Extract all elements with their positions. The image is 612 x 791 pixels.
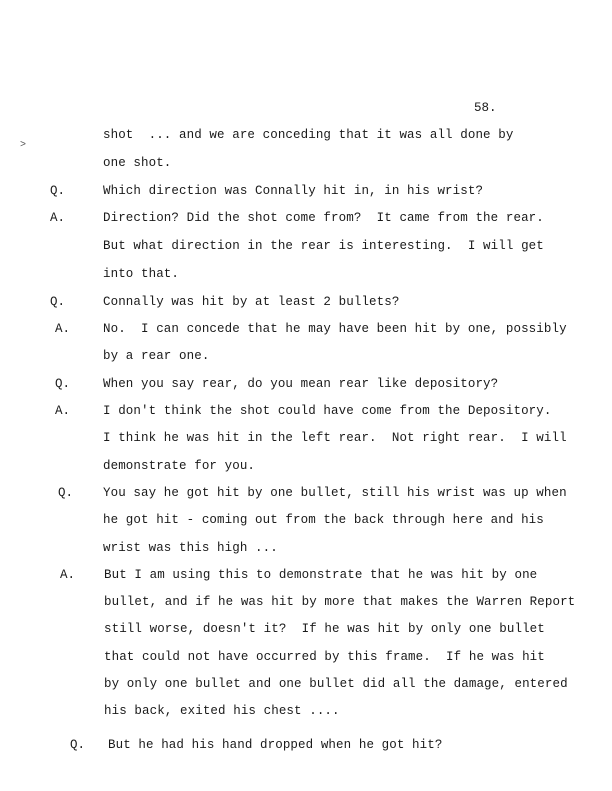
transcript-line: into that. xyxy=(103,267,180,281)
transcript-line: I don't think the shot could have come from the Depository. xyxy=(103,404,552,418)
transcript-line: still worse, doesn't it? If he was hit by only one bullet xyxy=(104,622,545,636)
transcript-line: he got hit - coming out from the back through here and his xyxy=(103,513,544,527)
transcript-line: that could not have occurred by this frame. If he was hit xyxy=(104,650,545,664)
speaker-q: Q. xyxy=(50,184,66,198)
transcript-line: his back, exited his chest .... xyxy=(104,704,340,718)
transcript-line: You say he got hit by one bullet, still his wrist was up when xyxy=(103,486,567,500)
transcript-line: demonstrate for you. xyxy=(103,459,256,473)
transcript-line: Which direction was Connally hit in, in his wrist? xyxy=(103,184,484,198)
transcript-line: But he had his hand dropped when he got hit? xyxy=(108,738,443,752)
page-number: 58. xyxy=(474,101,497,115)
transcript-line: bullet, and if he was hit by more that makes the Warren Report xyxy=(104,595,576,609)
speaker-q: Q. xyxy=(70,738,86,752)
transcript-line: But I am using this to demonstrate that he was hit by one xyxy=(104,568,538,582)
transcript-line: Direction? Did the shot come from? It came from the rear. xyxy=(103,211,544,225)
transcript-line: When you say rear, do you mean rear like depository? xyxy=(103,377,499,391)
speaker-a: A. xyxy=(55,322,71,336)
speaker-q: Q. xyxy=(58,486,74,500)
transcript-line: But what direction in the rear is interesting. I will get xyxy=(103,239,544,253)
transcript-line: wrist was this high ... xyxy=(103,541,278,555)
transcript-line: No. I can concede that he may have been hit by one, possibly xyxy=(103,322,567,336)
transcript-line: by a rear one. xyxy=(103,349,210,363)
speaker-a: A. xyxy=(50,211,66,225)
speaker-a: A. xyxy=(55,404,71,418)
transcript-line: by only one bullet and one bullet did all the damage, entered xyxy=(104,677,568,691)
margin-mark: > xyxy=(20,140,27,151)
speaker-a: A. xyxy=(60,568,76,582)
transcript-line: I think he was hit in the left rear. Not right rear. I will xyxy=(103,431,567,445)
speaker-q: Q. xyxy=(55,377,71,391)
transcript-line: Connally was hit by at least 2 bullets? xyxy=(103,295,400,309)
speaker-q: Q. xyxy=(50,295,66,309)
transcript-line: shot ... and we are conceding that it was all done by xyxy=(103,128,514,142)
transcript-line: one shot. xyxy=(103,156,172,170)
